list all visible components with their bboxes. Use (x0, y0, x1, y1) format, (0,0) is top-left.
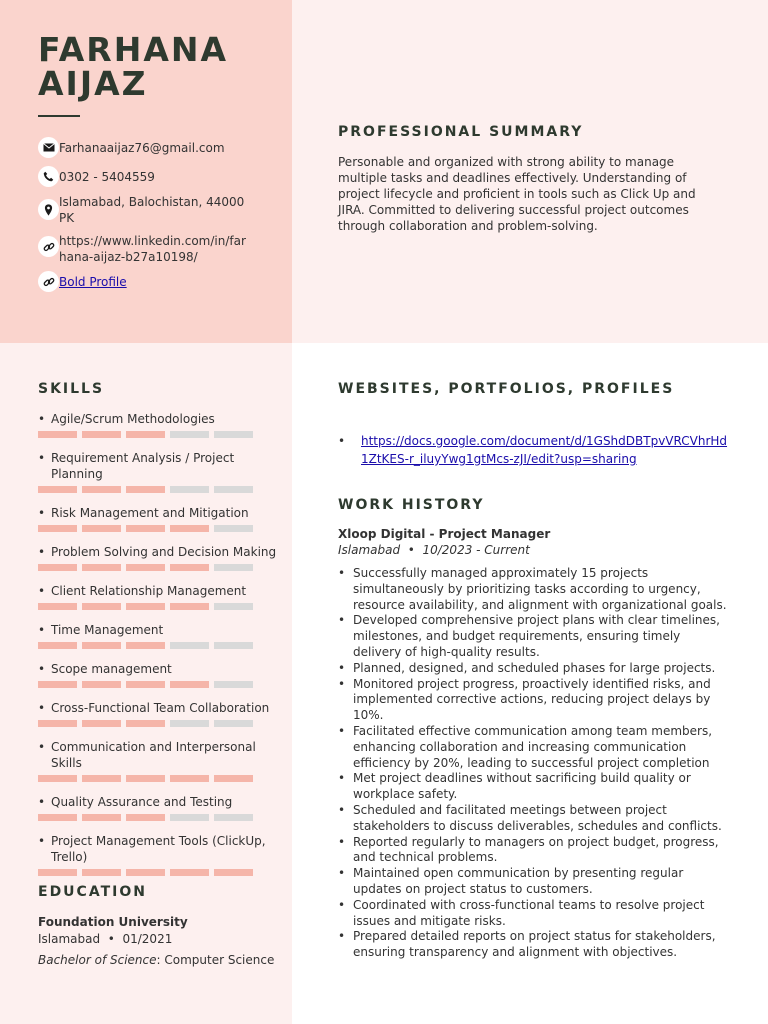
skill-level-filled (82, 525, 121, 532)
skill-level-empty (214, 431, 253, 438)
skill-level-filled (38, 869, 77, 876)
skill-level-filled (126, 869, 165, 876)
education-location: Islamabad (38, 932, 101, 946)
skill-item (38, 661, 278, 688)
job-location: Islamabad (338, 543, 401, 557)
skill-item (38, 544, 278, 571)
name-first: FARHANA (38, 30, 229, 69)
job-duty: • Reported regularly to managers on project budget, progress, and technical problems. (338, 835, 728, 867)
skill-level-filled (38, 814, 77, 821)
skills-list (38, 411, 278, 888)
skill-name: • Requirement Analysis / Project Planning (38, 450, 278, 482)
address-text: Islamabad, Balochistan, 44000 PK (59, 195, 245, 225)
skill-name: • Communication and Interpersonal Skills (38, 739, 278, 771)
skill-level-filled (82, 869, 121, 876)
job-duty: • Maintained open communication by presenting regular updates on project status to customers. (338, 866, 728, 898)
skill-level-empty (214, 564, 253, 571)
contact-profile[interactable] (38, 274, 248, 292)
skill-name: • Project Management Tools (ClickUp, Trello) (38, 833, 278, 865)
job-duty: • Developed comprehensive project plans with clear timelines, milestones, and budget requirements, ensuring timely delivery of high-quality results. (338, 613, 728, 660)
skill-level-filled (82, 681, 121, 688)
skills-heading: SKILLS (38, 381, 105, 397)
bullet-separator: • (103, 932, 119, 946)
skill-name: • Risk Management and Mitigation (38, 505, 278, 521)
work-history-heading: WORK HISTORY (338, 497, 485, 513)
skill-name: • Quality Assurance and Testing (38, 794, 278, 810)
education-date: 01/2021 (122, 932, 173, 946)
job-location-dates (338, 542, 728, 558)
link-icon (38, 236, 59, 257)
job-entry (338, 526, 728, 961)
skill-level-filled (38, 525, 77, 532)
job-duty: • Facilitated effective communication among team members, enhancing collaboration and increasing communication efficiency by 20%, leading to successful project completion (338, 724, 728, 771)
skill-level-bar (38, 486, 278, 493)
skill-level-filled (170, 603, 209, 610)
phone-icon (38, 166, 59, 187)
skill-level-filled (126, 525, 165, 532)
bold-profile-link[interactable]: Bold Profile (59, 275, 127, 289)
job-duty: • Successfully managed approximately 15 projects simultaneously by prioritizing tasks according to urgency, resource availability, and alignment with organizational goals. (338, 566, 728, 613)
skill-level-empty (214, 720, 253, 727)
skill-level-filled (82, 642, 121, 649)
skill-level-filled (126, 814, 165, 821)
job-duties-list (338, 566, 728, 961)
skill-level-empty (214, 814, 253, 821)
summary-text: Personable and organized with strong ability to manage multiple tasks and deadlines effectively. Understanding of project lifecycle and proficient in tools such as Click Up and JIRA. Committed to delivering successful project outcomes through collaboration and problem-solving. (338, 155, 696, 233)
skill-level-bar (38, 869, 278, 876)
skill-name: • Scope management (38, 661, 278, 677)
skill-level-filled (214, 775, 253, 782)
skill-level-bar (38, 814, 278, 821)
skill-level-bar (38, 564, 278, 571)
phone-text: 0302 - 5404559 (59, 170, 155, 184)
skill-level-filled (38, 431, 77, 438)
skill-item (38, 411, 278, 438)
skill-level-filled (170, 525, 209, 532)
websites-heading: WEBSITES, PORTFOLIOS, PROFILES (338, 381, 675, 397)
skill-level-empty (214, 603, 253, 610)
skill-level-bar (38, 720, 278, 727)
degree-field: : Computer Science (156, 953, 275, 967)
skill-item (38, 505, 278, 532)
skill-level-bar (38, 603, 278, 610)
link-icon (38, 271, 59, 292)
skill-level-bar (38, 525, 278, 532)
skill-item (38, 739, 278, 782)
contact-email (38, 140, 248, 158)
envelope-icon (38, 137, 59, 158)
skill-level-filled (170, 564, 209, 571)
skill-name: • Cross-Functional Team Collaboration (38, 700, 278, 716)
skill-level-filled (38, 603, 77, 610)
summary-heading: PROFESSIONAL SUMMARY (338, 124, 584, 140)
skill-level-filled (126, 486, 165, 493)
education-location-date (38, 931, 278, 948)
email-text: Farhanaaijaz76@gmail.com (59, 141, 225, 155)
skill-level-empty (214, 525, 253, 532)
skill-level-filled (38, 486, 77, 493)
education-entry (38, 914, 278, 969)
skill-level-empty (214, 681, 253, 688)
skill-level-filled (82, 720, 121, 727)
job-duty: • Prepared detailed reports on project status for stakeholders, ensuring transparency and alignment with objectives. (338, 929, 728, 961)
skill-name: • Client Relationship Management (38, 583, 278, 599)
skill-level-empty (170, 431, 209, 438)
skill-level-bar (38, 431, 278, 438)
list-bullet: • (338, 434, 346, 448)
map-pin-icon (38, 199, 59, 220)
skill-item (38, 833, 278, 876)
skill-name: • Time Management (38, 622, 278, 638)
job-title: Xloop Digital - Project Manager (338, 527, 551, 541)
contact-phone (38, 169, 248, 187)
portfolio-link[interactable]: https://docs.google.com/document/d/1GShdDBTpvVRCVhrHd1ZtKES-r_iluyYwg1gtMcs-zJI/edit?usp=sharing (361, 434, 728, 466)
skill-level-filled (82, 603, 121, 610)
skill-level-filled (126, 775, 165, 782)
skill-level-filled (126, 720, 165, 727)
job-duty: • Coordinated with cross-functional teams to resolve project issues and mitigate risks. (338, 898, 728, 930)
skill-item (38, 583, 278, 610)
skill-level-empty (170, 814, 209, 821)
skill-level-empty (214, 642, 253, 649)
skill-level-filled (170, 681, 209, 688)
skill-level-filled (38, 775, 77, 782)
skill-level-filled (214, 869, 253, 876)
skill-level-filled (82, 814, 121, 821)
skill-level-filled (126, 564, 165, 571)
bullet-separator: • (403, 543, 419, 557)
website-item (338, 432, 728, 468)
skill-item (38, 622, 278, 649)
candidate-name (38, 30, 278, 103)
skill-level-filled (38, 681, 77, 688)
skill-level-filled (170, 869, 209, 876)
job-duty: • Planned, designed, and scheduled phases for large projects. (338, 661, 728, 677)
skill-level-filled (126, 603, 165, 610)
skill-item (38, 794, 278, 821)
skill-item (38, 700, 278, 727)
skill-level-filled (126, 681, 165, 688)
skill-level-empty (170, 642, 209, 649)
skill-level-bar (38, 775, 278, 782)
skill-level-empty (214, 486, 253, 493)
degree-line (38, 952, 278, 969)
degree-name: Bachelor of Science (38, 953, 157, 967)
skill-level-filled (170, 775, 209, 782)
skill-level-filled (82, 564, 121, 571)
linkedin-url[interactable]: https://www.linkedin.com/in/farhana-aijaz-b27a10198/ (59, 234, 246, 264)
contact-linkedin[interactable] (38, 233, 248, 265)
skill-level-bar (38, 681, 278, 688)
skill-level-filled (126, 642, 165, 649)
skill-level-filled (82, 775, 121, 782)
job-duty: • Monitored project progress, proactively identified risks, and implemented corrective actions, reducing project delays by 10%. (338, 677, 728, 724)
skill-item (38, 450, 278, 493)
skill-level-filled (82, 431, 121, 438)
education-heading: EDUCATION (38, 884, 147, 900)
skill-level-empty (170, 486, 209, 493)
skill-level-filled (82, 486, 121, 493)
skill-level-bar (38, 642, 278, 649)
skill-level-empty (170, 720, 209, 727)
contact-address (38, 194, 248, 226)
skill-name: • Problem Solving and Decision Making (38, 544, 278, 560)
job-dates: 10/2023 - Current (422, 543, 530, 557)
skill-level-filled (126, 431, 165, 438)
name-last: AIJAZ (38, 64, 148, 103)
skill-level-filled (38, 720, 77, 727)
job-duty: • Met project deadlines without sacrificing build quality or workplace safety. (338, 771, 728, 803)
name-divider (38, 115, 80, 117)
skill-name: • Agile/Scrum Methodologies (38, 411, 278, 427)
skill-level-filled (38, 564, 77, 571)
school-name: Foundation University (38, 915, 188, 929)
skill-level-filled (38, 642, 77, 649)
job-duty: • Scheduled and facilitated meetings between project stakeholders to discuss deliverables, schedules and conflicts. (338, 803, 728, 835)
